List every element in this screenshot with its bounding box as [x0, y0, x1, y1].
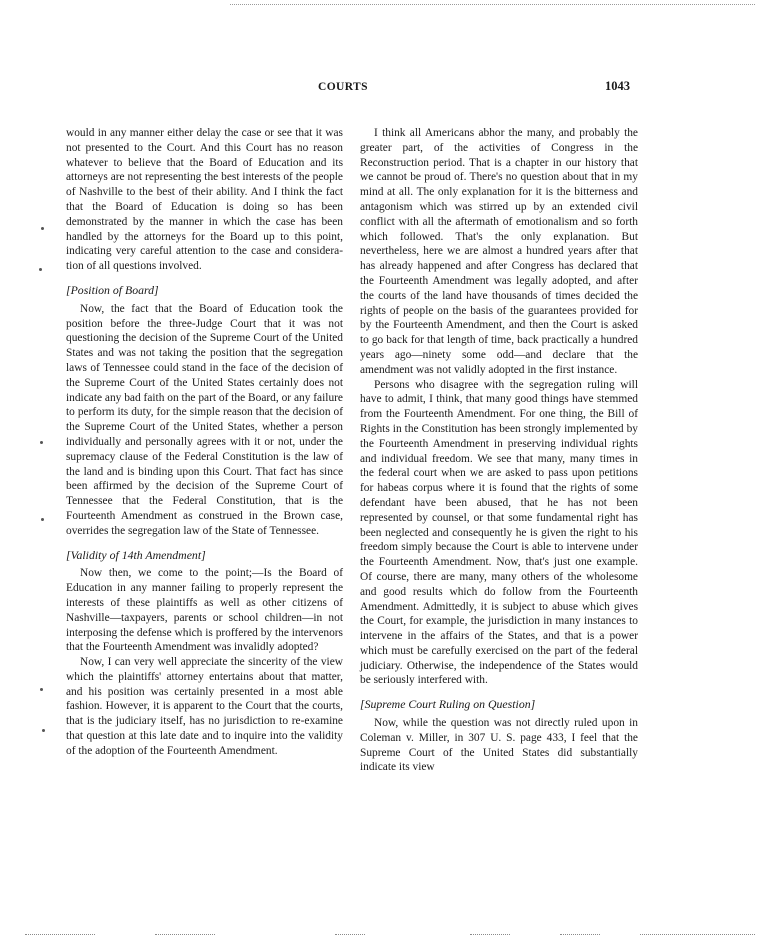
- paragraph: Now, the fact that the Board of Education took the position before the three-Judge Court that it was not questioning the decision of the Supreme Court of the United States and was not taking the position that the segregation laws of Tennessee could stand in the face of the decision of the Supreme Court of the United States certainly does not indicate any bad faith on the part of the Board, or any failure to perform its duty, for the simple reason that the decision of the Supreme Court of the United States, whether a person individually and personally agrees with it or not, under the supremacy clause of the Federal Constitution is the law of the land and is binding upon this Court. That fact has since been affirmed by the decision of the Supreme Court of Tennessee that the Federal Constitution, that is the Fourteenth Amendment as construed in the Brown case, overrides the segregation law of the State of Tennessee.: [66, 302, 343, 537]
- scan-border-top: [230, 4, 755, 5]
- scan-border-bottom: [560, 934, 600, 935]
- section-heading-position-of-board: [Position of Board]: [66, 282, 159, 297]
- paragraph: would in any manner either delay the case or see that it was not presented to the Court. And this Court has no reason whatever to believe that the Board of Education and its attorneys are not representing the best interests of the people of Nashville to the best of their ability. And I think the fact that the Board of Education is doing so has been demonstrated by the manner in which the case has been handled by the attorneys for the Board up to this point, indicating very careful attention to the case and consideration of all questions involved.: [66, 127, 343, 273]
- margin-mark: [40, 688, 43, 691]
- margin-mark: [40, 441, 43, 444]
- section-heading-supreme-court-ruling: [Supreme Court Ruling on Question]: [360, 697, 536, 712]
- scan-border-bottom: [470, 934, 510, 935]
- paragraph: Now, while the question was not directly ruled upon in Coleman v. Miller, in 307 U. S. page 433, I feel that the Supreme Court of the United States did substantially indicate its view: [360, 717, 638, 774]
- page-number: 1043: [605, 79, 630, 93]
- scan-border-bottom: [155, 934, 215, 935]
- left-column: [66, 126, 343, 759]
- margin-mark: [42, 729, 45, 732]
- scan-border-bottom: [335, 934, 365, 935]
- margin-mark: [41, 518, 44, 521]
- paragraph: Now, I can very well appreciate the sincerity of the view which the plaintiffs' attorney entertains about that matter, and his position was certainly presented in a most able fashion. However, it is apparent to the Court that the courts, that is the judiciary itself, has no jurisdiction to re-examine that question at this late date and to inquire into the validity of the adoption of the Fourteenth Amendment.: [66, 656, 343, 757]
- scan-border-bottom: [640, 934, 755, 935]
- paragraph: Persons who disagree with the segregation ruling will have to admit, I think, that many good things have stemmed from the Fourteenth Amendment. For one thing, the Bill of Rights in the Constitution has been strongly implemented by the Fourteenth Amendment in preserving individual rights and individual freedom. We see that many, many times in the federal court when we are asked to pass upon petitions for habeas corpus where it is found that the rights of some defendant have been abused, that he has not been represented by counsel, or that some fundamental right has been neglected and consequently he is given the right to his freedom simply because the Court is able to intervene under the Fourteenth Amendment. Now, that's just one example. Of course, there are many, many others of the wholesome and good results which do follow from the Fourteenth Amendment. Admittedly, it is subject to abuse which gives the Court, for example, the jurisdiction in many instances to intervene in the affairs of the States, and that is a power which must be carefully exercised on the part of the federal judiciary. Otherwise, the independence of the States would be seriously interfered with.: [360, 378, 638, 687]
- right-column: [360, 126, 638, 775]
- section-heading-validity-of-14th-amendment: [Validity of 14th Amendment]: [66, 547, 206, 562]
- scan-border-bottom: [25, 934, 95, 935]
- running-head: COURTS: [318, 81, 368, 93]
- paragraph: I think all Americans abhor the many, and probably the greater part, of the activities of Congress in the Reconstruction period. That is a chapter in our history that we cannot be proud of. There's no question about that in my mind at all. The only explanation for it is the bitterness and antagonism which was stirred up by an extended civil conflict with all the aftermath of emotionalism and so forth which followed. That's the only explanation. But nevertheless, here we are almost a hundred years after that has already happened and after Congress has declared that the Fourteenth Amendment was legally adopted, and after the courts of the land have thousands of times decided the rights of people on the basis of the guarantees provided for by the Fourteenth Amendment, and then the Court is asked to go back for that length of time, back practically a hundred years ago—ninety some odd—and declare that the amendment was not validly adopted in the first instance.: [360, 127, 638, 376]
- paragraph: Now then, we come to the point;—Is the Board of Education in any manner failing to properly represent the interests of these plaintiffs as well as other citizens of Nashville—taxpayers, parents or school children—in not interposing the defense which is proffered by the intervenors that the Fourteenth Amendment was invalidly adopted?: [66, 567, 343, 654]
- margin-mark: [39, 268, 42, 271]
- margin-mark: [41, 227, 44, 230]
